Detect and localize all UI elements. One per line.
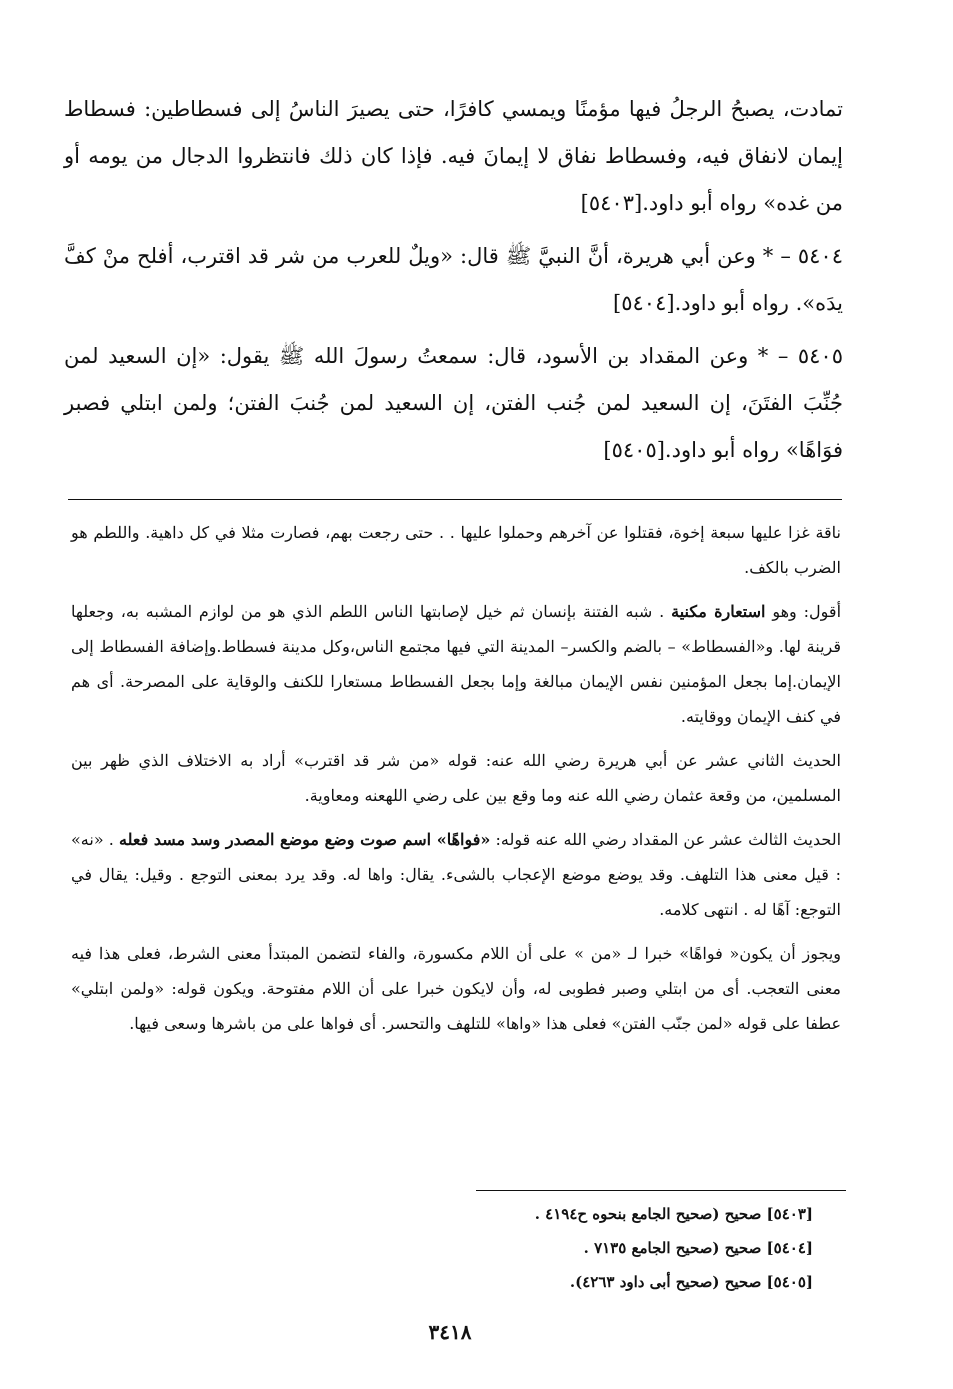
main-divider (68, 499, 842, 500)
page-number: ٣٤١٨ (428, 1320, 472, 1344)
commentary-paragraph: ويجوز أن يكون« فواهًا» خبرا لـ «من » على أن اللام مكسورة، والفاء لتضمن المبتدأ معنى الشرط، فعلى هذا فيه معنى التعجب. أى من ابتلي وصبر فطوبى له، وأن لايكون خبرا على أن اللام مفتوحة. ويكون قوله: «ولمن ابتلي» عطفا على قوله «لمن جنّب الفتن» فعلى هذا «واها» للتلهف والتحسر. أى فواها على من باشرها وسعى فيها. (71, 944, 842, 1033)
footnote-item: [٥٤٠٥] صحيح (صحيح أبى داود ٤٢٦٣). (569, 1273, 813, 1291)
commentary-paragraph: ناقة غزا عليها سبعة إخوة، فقتلوا عن آخرهم وحملوا عليها . . حتى رجعت بهم، فصارت مثلا في كل داهية. واللطم هو الضرب بالكف. (71, 523, 841, 577)
hadith-paragraph: تمادت، يصبحُ الرجلُ فيها مؤمنًا ويمسي كافرًا، حتى يصيرَ الناسُ إلى فسطاطين: فسطاط إيمان لانفاق فيه، وفسطاط نفاق لا إيمانَ فيه. فإذا كان ذلك فانتظروا الدجال من يومه أو من غده» رواه أبو داود.[٥٤٠٣] (64, 97, 843, 215)
commentary-rest: . «نه» : قيل معنى هذا التلهف. وقد يوضع موضع الإعجاب بالشىء. يقال: واها له. وقد يرد بمعنى التوجع . وقيل: يقال في التوجع: آهًا له . انتهى كلامه. (71, 830, 841, 919)
footnotes (353, 1197, 813, 1299)
commentary (71, 515, 841, 1050)
footnote-item: [٥٤٠٤] صحيح (صحيح الجامع ٧١٣٥ . (583, 1239, 813, 1257)
commentary-lead: الحديث الثالث عشر عن المقداد رضي الله عنه قوله: (490, 830, 842, 849)
commentary-paragraph (71, 594, 841, 734)
hadith-text (64, 86, 843, 474)
commentary-paragraph (71, 822, 841, 927)
hadith-paragraph: ٥٤٠٥ – * وعن المقداد بن الأسود، قال: سمعتُ رسولَ الله ﷺ يقول: «إن السعيد لمن جُنِّبَ الفتَنَ، إن السعيد لمن جُنب الفتن، إن السعيد لمن جُنبَ الفتن؛ ولمن ابتلي فصبر فوَاهًا» رواه أبو داود.[٥٤٠٥] (64, 344, 843, 462)
footnote-divider (476, 1190, 846, 1191)
commentary-lead: أقول: وهو (765, 602, 842, 621)
commentary-rest: . شبه الفتنة بإنسان ثم خيل لإصابتها الناس اللطم الذي هو من لوازم المشبه به، وجعلها قرينة لها. و«الفسطاط» – بالضم والكسر– المدينة التي فيها مجتمع الناس،وكل مدينة فسطاط.وإضافة الفسطاط إلى الإيمان.إما بجعل المؤمنين نفس الإيمان مبالغة وإما بجعل الفسطاط مستعارا للكنف والوقاية على المصرحة. أى هم في كنف الإيمان ووقايته. (71, 602, 841, 726)
footnote-item: [٥٤٠٣] صحيح (صحيح الجامع بنحوه ح٤١٩٤ . (534, 1205, 813, 1223)
hadith-paragraph: ٥٤٠٤ – * وعن أبي هريرة، أنَّ النبيَّ ﷺ قال: «ويلٌ للعرب من شر قد اقترب، أفلح منْ كفَّ يدَه». رواه أبو داود.[٥٤٠٤] (64, 244, 843, 315)
commentary-paragraph: الحديث الثاني عشر عن أبي هريرة رضي الله عنه: قوله «من شر قد اقترب» أراد به الاختلاف الذي ظهر بين المسلمين، من وقعة عثمان رضي الله عنه وما وقع بين على رضي اللهعنه ومعاوية. (71, 751, 841, 805)
commentary-bold-term: استعارة مكنية (671, 602, 766, 621)
commentary-bold-term: «فواهًا» اسم صوت وضع موضع المصدر وسد مسد فعله (118, 830, 491, 849)
